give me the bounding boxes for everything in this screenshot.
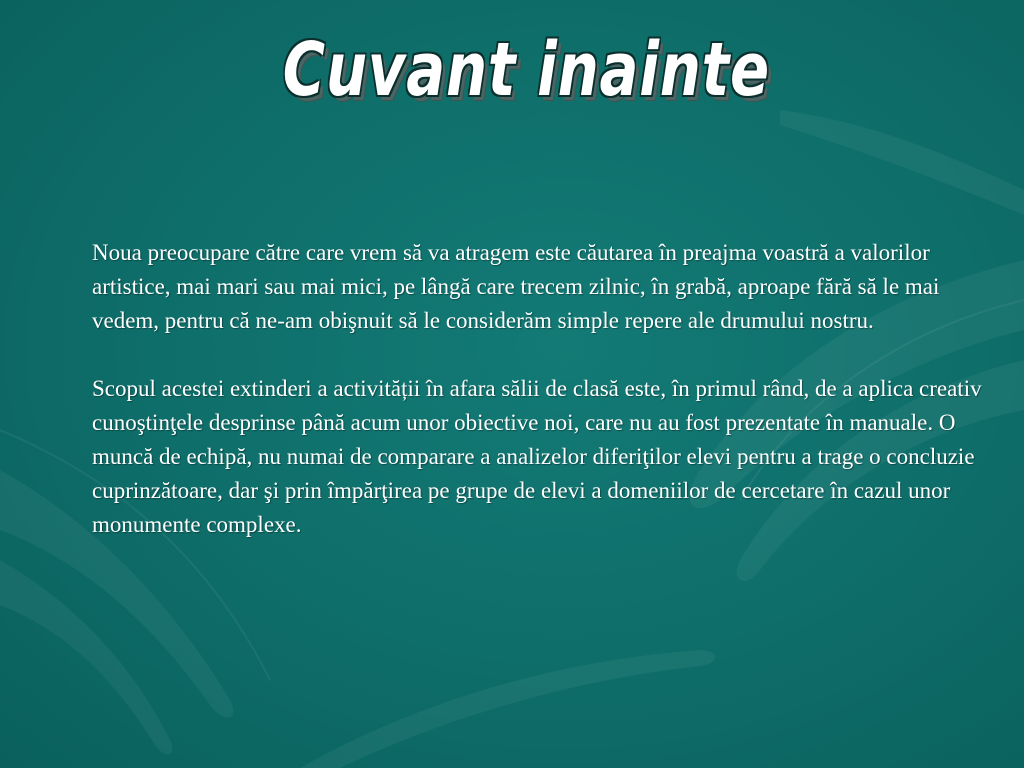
slide-title: Cuvant inainte xyxy=(282,27,770,113)
slide-body xyxy=(92,236,992,542)
paragraph-1: Noua preocupare către care vrem să va atragem este căutarea în preajma voastră a valorilor artistice, mai mari sau mai mici, pe lângă care trecem zilnic, în grabă, aproape fără să le mai vedem, pentru că ne-am obişnuit să le considerăm simple repere ale drumului nostru. xyxy=(92,240,940,333)
paragraph-2: Scopul acestei extinderi a activității în afara sălii de clasă este, în primul rând, de a aplica creativ cunoştinţele desprinse până acum unor obiective noi, care nu au fost prezentate în manuale. O muncă de echipă, nu numai de comparare a analizelor diferiţilor elevi pentru a trage o concluzie cuprinzătoare, dar şi prin împărţirea pe grupe de elevi a domeniilor de cercetare în cazul unor monumente complexe. xyxy=(92,376,982,537)
